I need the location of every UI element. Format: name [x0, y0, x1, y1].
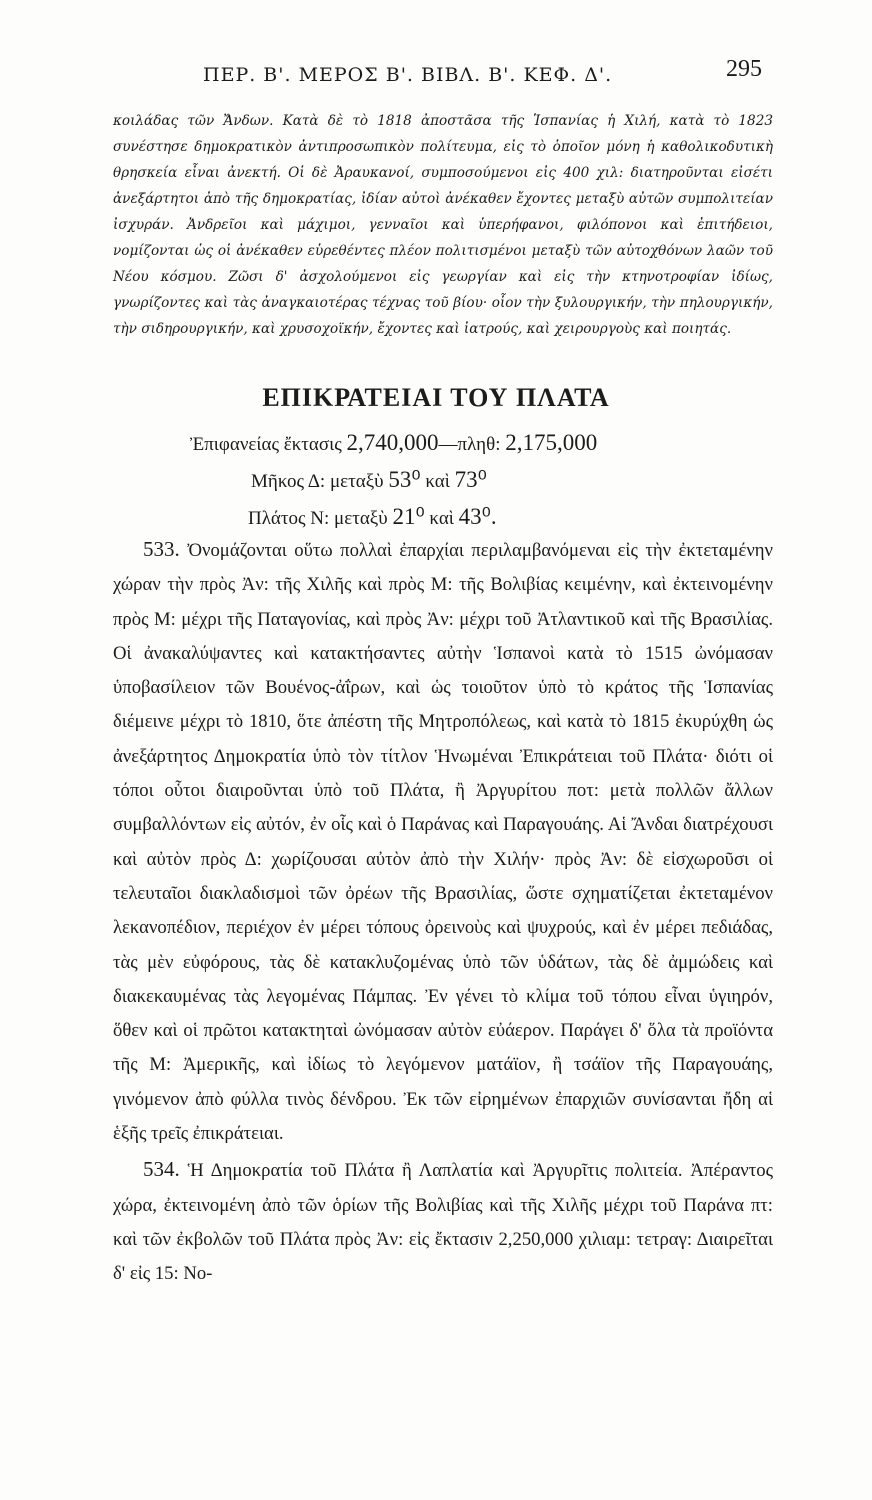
width-and: καὶ [429, 508, 454, 529]
length-from: 53⁰ [388, 467, 421, 492]
width-from: 21⁰ [392, 504, 425, 529]
section-facts [190, 425, 597, 536]
length-label: Μῆκος Δ: μεταξὺ [251, 471, 384, 492]
population-label: —πληθ: [438, 434, 501, 455]
main-text-block [113, 532, 773, 1292]
section-title: ΕΠΙΚΡΑΤΕΙΑΙ ΤΟΥ ΠΛΑΤΑ [262, 383, 610, 412]
intro-paragraph-block [113, 108, 773, 342]
area-line [190, 425, 597, 462]
page-number: 295 [726, 56, 762, 82]
area-value: 2,740,000 [346, 430, 439, 455]
length-to: 73⁰ [454, 467, 487, 492]
area-label: Ἐπιφανείας ἔκτασις [190, 434, 342, 455]
paragraph-533 [113, 532, 773, 1151]
paragraph-text: Ἡ Δημοκρατία τοῦ Πλάτα ἢ Λαπλατία καὶ Ἀργυρῖτις πολιτεία. Ἀπέραντος χώρα, ἐκτεινομένη ἀπὸ τῶν ὁρίων τῆς Βολιβίας καὶ τῆς Χιλῆς μέχρι τοῦ Παράνα πτ: καὶ τῶν ἐκβολῶν τοῦ Πλάτα πρὸς Ἀν: εἰς ἔκτασιν 2,250,000 χιλιαμ: τετραγ: Διαιρεῖται δ' εἰς 15: Νο- [113, 1160, 773, 1285]
running-head: ΠΕΡ. Β'. ΜΕΡΟΣ Β'. ΒΙΒΛ. Β'. ΚΕΦ. Δ'. [203, 64, 613, 86]
page-header [118, 56, 768, 96]
paragraph-text: Ὀνομάζονται οὕτω πολλαὶ ἐπαρχίαι περιλαμβανόμεναι εἰς τὴν ἐκτεταμένην χώραν τὴν πρὸς Ἀν: τῆς Χιλῆς καὶ πρὸς Μ: τῆς Βολιβίας κειμένην, καὶ ἐκτεινομένην πρὸς Μ: μέχρι τῆς Παταγονίας, καὶ πρὸς Ἀν: μέχρι τοῦ Ἀτλαντικοῦ καὶ τῆς Βρασιλίας. Οἱ ἀνακαλύψαντες καὶ κατακτήσαντες αὐτὴν Ἱσπανοὶ κατὰ τὸ 1515 ὠνόμασαν ὑποβασίλειον τῶν Βουένος-ἀΐρων, καὶ ὡς τοιοῦτον ὑπὸ τὸ κράτος τῆς Ἱσπανίας διέμεινε μέχρι τὸ 1810, ὅτε ἀπέστη τῆς Μητροπόλεως, καὶ κατὰ τὸ 1815 ἐκυρύχθη ὡς ἀνεξάρτητος Δημοκρατία ὑπὸ τὸν τίτλον Ἡνωμέναι Ἐπικράτειαι τοῦ Πλάτα· διότι οἱ τόποι οὗτοι διαιροῦνται ὑπὸ τοῦ Πλάτα, ἢ Ἀργυρίτου ποτ: μετὰ πολλῶν ἄλλων συμβαλλόντων εἰς αὐτόν, ἐν οἷς καὶ ὁ Παράνας καὶ Παραγουάης. Αἱ Ἄνδαι διατρέχουσι καὶ αὐτὸν πρὸς Δ: χωρίζουσαι αὐτὸν ἀπὸ τὴν Χιλήν· πρὸς Ἀν: δὲ εἰσχωροῦσι οἱ τελευταῖοι διακλαδισμοὶ τῶν ὀρέων τῆς Βρασιλίας, ὥστε σχηματίζεται ἐκτεταμένον λεκανοπέδιον, περιέχον ἐν μέρει τόπους ὀρεινοὺς καὶ ψυχρούς, καὶ ἐν μέρει πεδιάδας, τὰς μὲν εὐφόρους, τὰς δὲ κατακλυζομένας ὑπὸ τῶν ὑδάτων, τὰς δὲ ἀμμώδεις καὶ διακεκαυμένας τὰς λεγομένας Πάμπας. Ἐν γένει τὸ κλίμα τοῦ τόπου εἶναι ὑγιηρόν, ὅθεν καὶ οἱ πρῶτοι κατακτηταὶ ὠνόμασαν αὐτὸν εὐάερον. Παράγει δ' ὅλα τὰ προϊόντα τῆς Μ: Ἀμερικῆς, καὶ ἰδίως τὸ λεγόμενον ματάϊον, ἢ τσάϊον τῆς Παραγουάης, γινόμενον ἀπὸ φύλλα τινὸς δένδρου. Ἐκ τῶν εἰρημένων ἐπαρχιῶν συνίσανται ἤδη αἱ ἑξῆς τρεῖς ἐπικράτειαι. [113, 540, 773, 1145]
length-line [251, 462, 597, 499]
paragraph-number: 533. [143, 537, 180, 561]
length-and: καὶ [425, 471, 450, 492]
intro-paragraph: κοιλάδας τῶν Ἄνδων. Κατὰ δὲ τὸ 1818 ἀποστᾶσα τῆς Ἱσπανίας ἡ Χιλή, κατὰ τὸ 1823 συνέστησε δημοκρατικὸν ἀντιπροσωπικὸν πολίτευμα, εἰς τὸ ὁποῖον μόνη ἡ καθολικοδυτικὴ θρησκεία εἶναι ἀνεκτή. Οἱ δὲ Ἀραυκανοί, συμποσούμενοι εἰς 400 χιλ: διατηροῦνται εἰσέτι ἀνεξάρτητοι ἀπὸ τῆς δημοκρατίας, ἰδίαν αὐτοὶ ἀνέκαθεν ἔχοντες μεταξὺ αὐτῶν συμπολιτείαν ἰσχυράν. Ἀνδρεῖοι καὶ μάχιμοι, γενναῖοι καὶ ὑπερήφανοι, φιλόπονοι καὶ ἐπιτήδειοι, νομίζονται ὡς οἱ ἀνέκαθεν εὑρεθέντες πλέον πολιτισμένοι μεταξὺ τῶν αὐτοχθόνων λαῶν τοῦ Νέου κόσμου. Ζῶσι δ' ἀσχολούμενοι εἰς γεωργίαν καὶ εἰς τὴν κτηνοτροφίαν ἰδίως, γνωρίζοντες καὶ τὰς ἀναγκαιοτέρας τέχνας τοῦ βίου· οἷον τὴν ξυλουργικήν, τὴν πηλουργικήν, τὴν σιδηρουργικήν, καὶ χρυσοχοϊκήν, ἔχοντες καὶ ἰατρούς, καὶ χειρουργοὺς καὶ ποιητάς. [113, 113, 773, 337]
population-value: 2,175,000 [505, 430, 598, 455]
width-label: Πλάτος Ν: μεταξὺ [248, 508, 388, 529]
paragraph-534 [113, 1152, 773, 1291]
width-to: 43⁰. [458, 504, 497, 529]
paragraph-number: 534. [143, 1157, 180, 1182]
width-line [248, 499, 597, 536]
